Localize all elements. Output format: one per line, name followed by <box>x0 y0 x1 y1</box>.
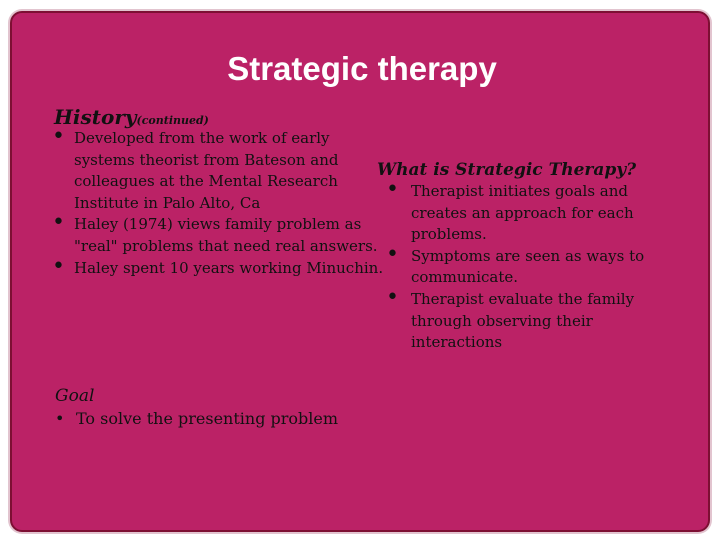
goal-heading: Goal <box>55 386 95 406</box>
bullet-icon: • <box>55 409 65 428</box>
history-bullet-text: Haley spent 10 years working Minuchin. <box>74 258 384 277</box>
bullet-icon: • <box>386 284 399 310</box>
bullet-icon: • <box>52 124 65 149</box>
list-item <box>386 241 651 289</box>
what-is-bullet-text: Therapist initiates goals and creates an approach for each problems. <box>411 182 634 244</box>
what-is-heading: What is Strategic Therapy? <box>377 160 637 180</box>
what-is-bullet-list <box>386 177 651 354</box>
list-item <box>52 210 392 257</box>
history-bullet-text: Haley (1974) views family problem as "real" problems that need real answers. <box>74 215 378 255</box>
goal-bullet-list <box>55 408 338 430</box>
bullet-icon: • <box>386 177 399 202</box>
goal-bullet-text: To solve the presenting problem <box>76 409 339 428</box>
history-heading-suffix: (continued) <box>136 114 209 127</box>
what-is-bullet-text: Therapist evaluate the family through observing their interactions <box>411 289 635 352</box>
bullet-icon: • <box>52 253 65 279</box>
list-item <box>386 284 651 354</box>
list-item <box>386 177 651 246</box>
slide-title: Strategic therapy <box>227 50 497 87</box>
list-item <box>52 253 392 280</box>
what-is-bullet-text: Symptoms are seen as ways to communicate. <box>411 246 645 287</box>
slide <box>10 11 710 532</box>
list-item <box>55 408 338 430</box>
history-heading-label: History <box>54 105 137 129</box>
history-bullet-list <box>52 124 392 279</box>
bullet-icon: • <box>386 241 399 267</box>
bullet-icon: • <box>52 210 65 236</box>
list-item <box>52 124 392 214</box>
history-bullet-text: Developed from the work of early systems theorist from Bateson and colleagues at the Mental Research Institute in Palo Alto, Ca <box>74 129 339 212</box>
